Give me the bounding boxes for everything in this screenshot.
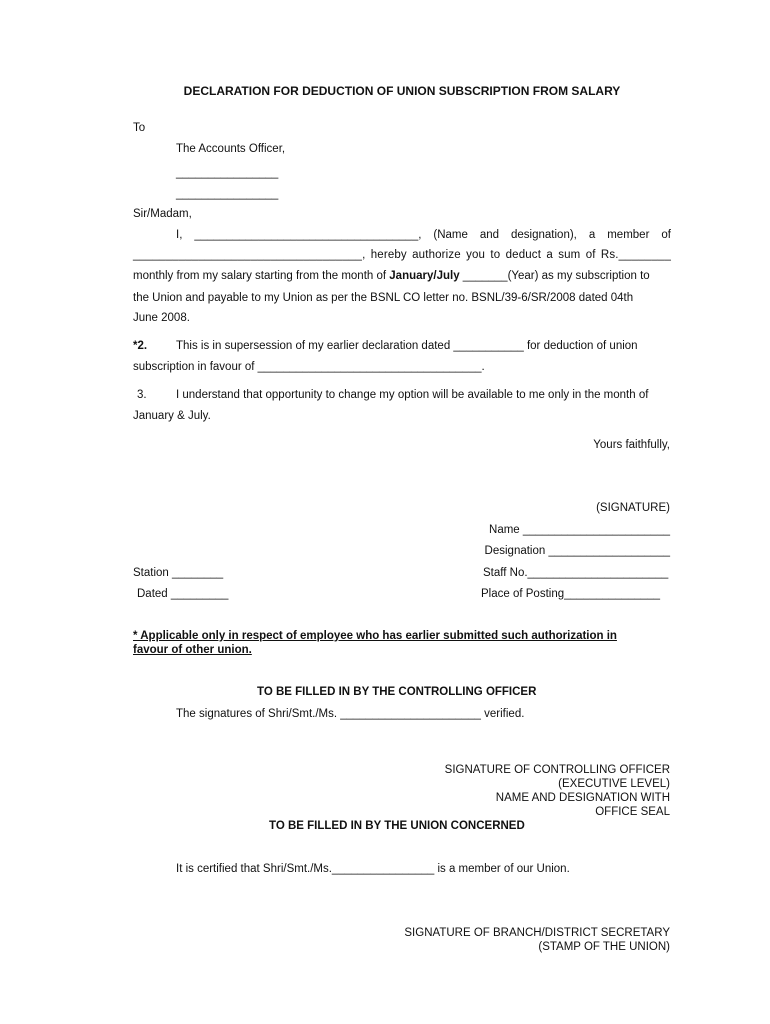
para1-line3-post: _______(Year) as my subscription to xyxy=(459,270,650,282)
page-title: DECLARATION FOR DEDUCTION OF UNION SUBSCRIPTION FROM SALARY xyxy=(183,84,621,98)
para1-word: I, xyxy=(176,229,183,241)
para1-word: member xyxy=(607,229,650,241)
dated-field: Dated _________ xyxy=(137,588,229,600)
para1-word: designation), xyxy=(511,229,577,241)
para3-line1: I understand that opportunity to change my option will be available to me only in the month of xyxy=(176,389,649,401)
union-certification-text: It is certified that Shri/Smt./Ms.________________ is a member of our Union. xyxy=(176,863,570,875)
address-blank-line-1: ________________ xyxy=(176,167,279,179)
para1-line3 xyxy=(133,269,650,283)
para2-number: *2. xyxy=(133,340,148,352)
union-heading: TO BE FILLED IN BY THE UNION CONCERNED xyxy=(269,820,525,832)
closing: Yours faithfully, xyxy=(593,439,670,451)
controlling-officer-heading: TO BE FILLED IN BY THE CONTROLLING OFFICER xyxy=(257,686,537,698)
controlling-signature-line: NAME AND DESIGNATION WITH xyxy=(495,792,670,804)
controlling-signature-line: SIGNATURE OF CONTROLLING OFFICER xyxy=(444,764,670,776)
para1-name-blank: ___________________________________, xyxy=(194,229,422,241)
staff-no-field: Staff No.______________________ xyxy=(483,567,669,579)
union-signature-line: SIGNATURE OF BRANCH/DISTRICT SECRETARY xyxy=(404,927,670,939)
controlling-officer-text: The signatures of Shri/Smt./Ms. ______________________ verified. xyxy=(176,708,525,720)
para1-month: January/July xyxy=(389,270,460,282)
para1-line1 xyxy=(176,228,671,242)
para1-word: (Name xyxy=(433,229,468,241)
para1-word: a xyxy=(588,229,596,241)
para2-line2: subscription in favour of ___________________________________. xyxy=(133,361,485,373)
union-signature-line: (STAMP OF THE UNION) xyxy=(538,941,670,953)
to-label: To xyxy=(133,122,146,134)
station-field: Station ________ xyxy=(133,567,224,579)
address-blank-line-2: ________________ xyxy=(176,188,279,200)
footnote-line-1: * Applicable only in respect of employee who has earlier submitted such authorization in xyxy=(133,630,617,642)
para2-line1: This is in supersession of my earlier declaration dated ___________ for deduction of union xyxy=(176,340,638,352)
addressee: The Accounts Officer, xyxy=(176,143,286,155)
salutation: Sir/Madam, xyxy=(133,208,192,220)
para1-word: of xyxy=(661,229,671,241)
controlling-signature-line: (EXECUTIVE LEVEL) xyxy=(558,778,670,790)
para3-line2: January & July. xyxy=(133,410,211,422)
footnote-line-2: favour of other union. xyxy=(133,644,252,656)
name-field: Name _______________________ xyxy=(489,524,670,536)
controlling-signature-line: OFFICE SEAL xyxy=(595,806,670,818)
para3-number: 3. xyxy=(137,389,147,401)
place-of-posting-field: Place of Posting_______________ xyxy=(481,588,661,600)
para1-word: and xyxy=(479,229,500,241)
designation-field: Designation ___________________ xyxy=(484,545,670,557)
signature-label: (SIGNATURE) xyxy=(596,502,670,514)
para1-line2: ___________________________________, hereby authorize you to deduct a sum of Rs.________ xyxy=(133,249,671,261)
para1-line5: June 2008. xyxy=(133,312,190,324)
para1-line3-pre: monthly from my salary starting from the month of xyxy=(133,270,390,282)
para1-line4: the Union and payable to my Union as per the BSNL CO letter no. BSNL/39-6/SR/2008 dated 04th xyxy=(133,292,634,304)
